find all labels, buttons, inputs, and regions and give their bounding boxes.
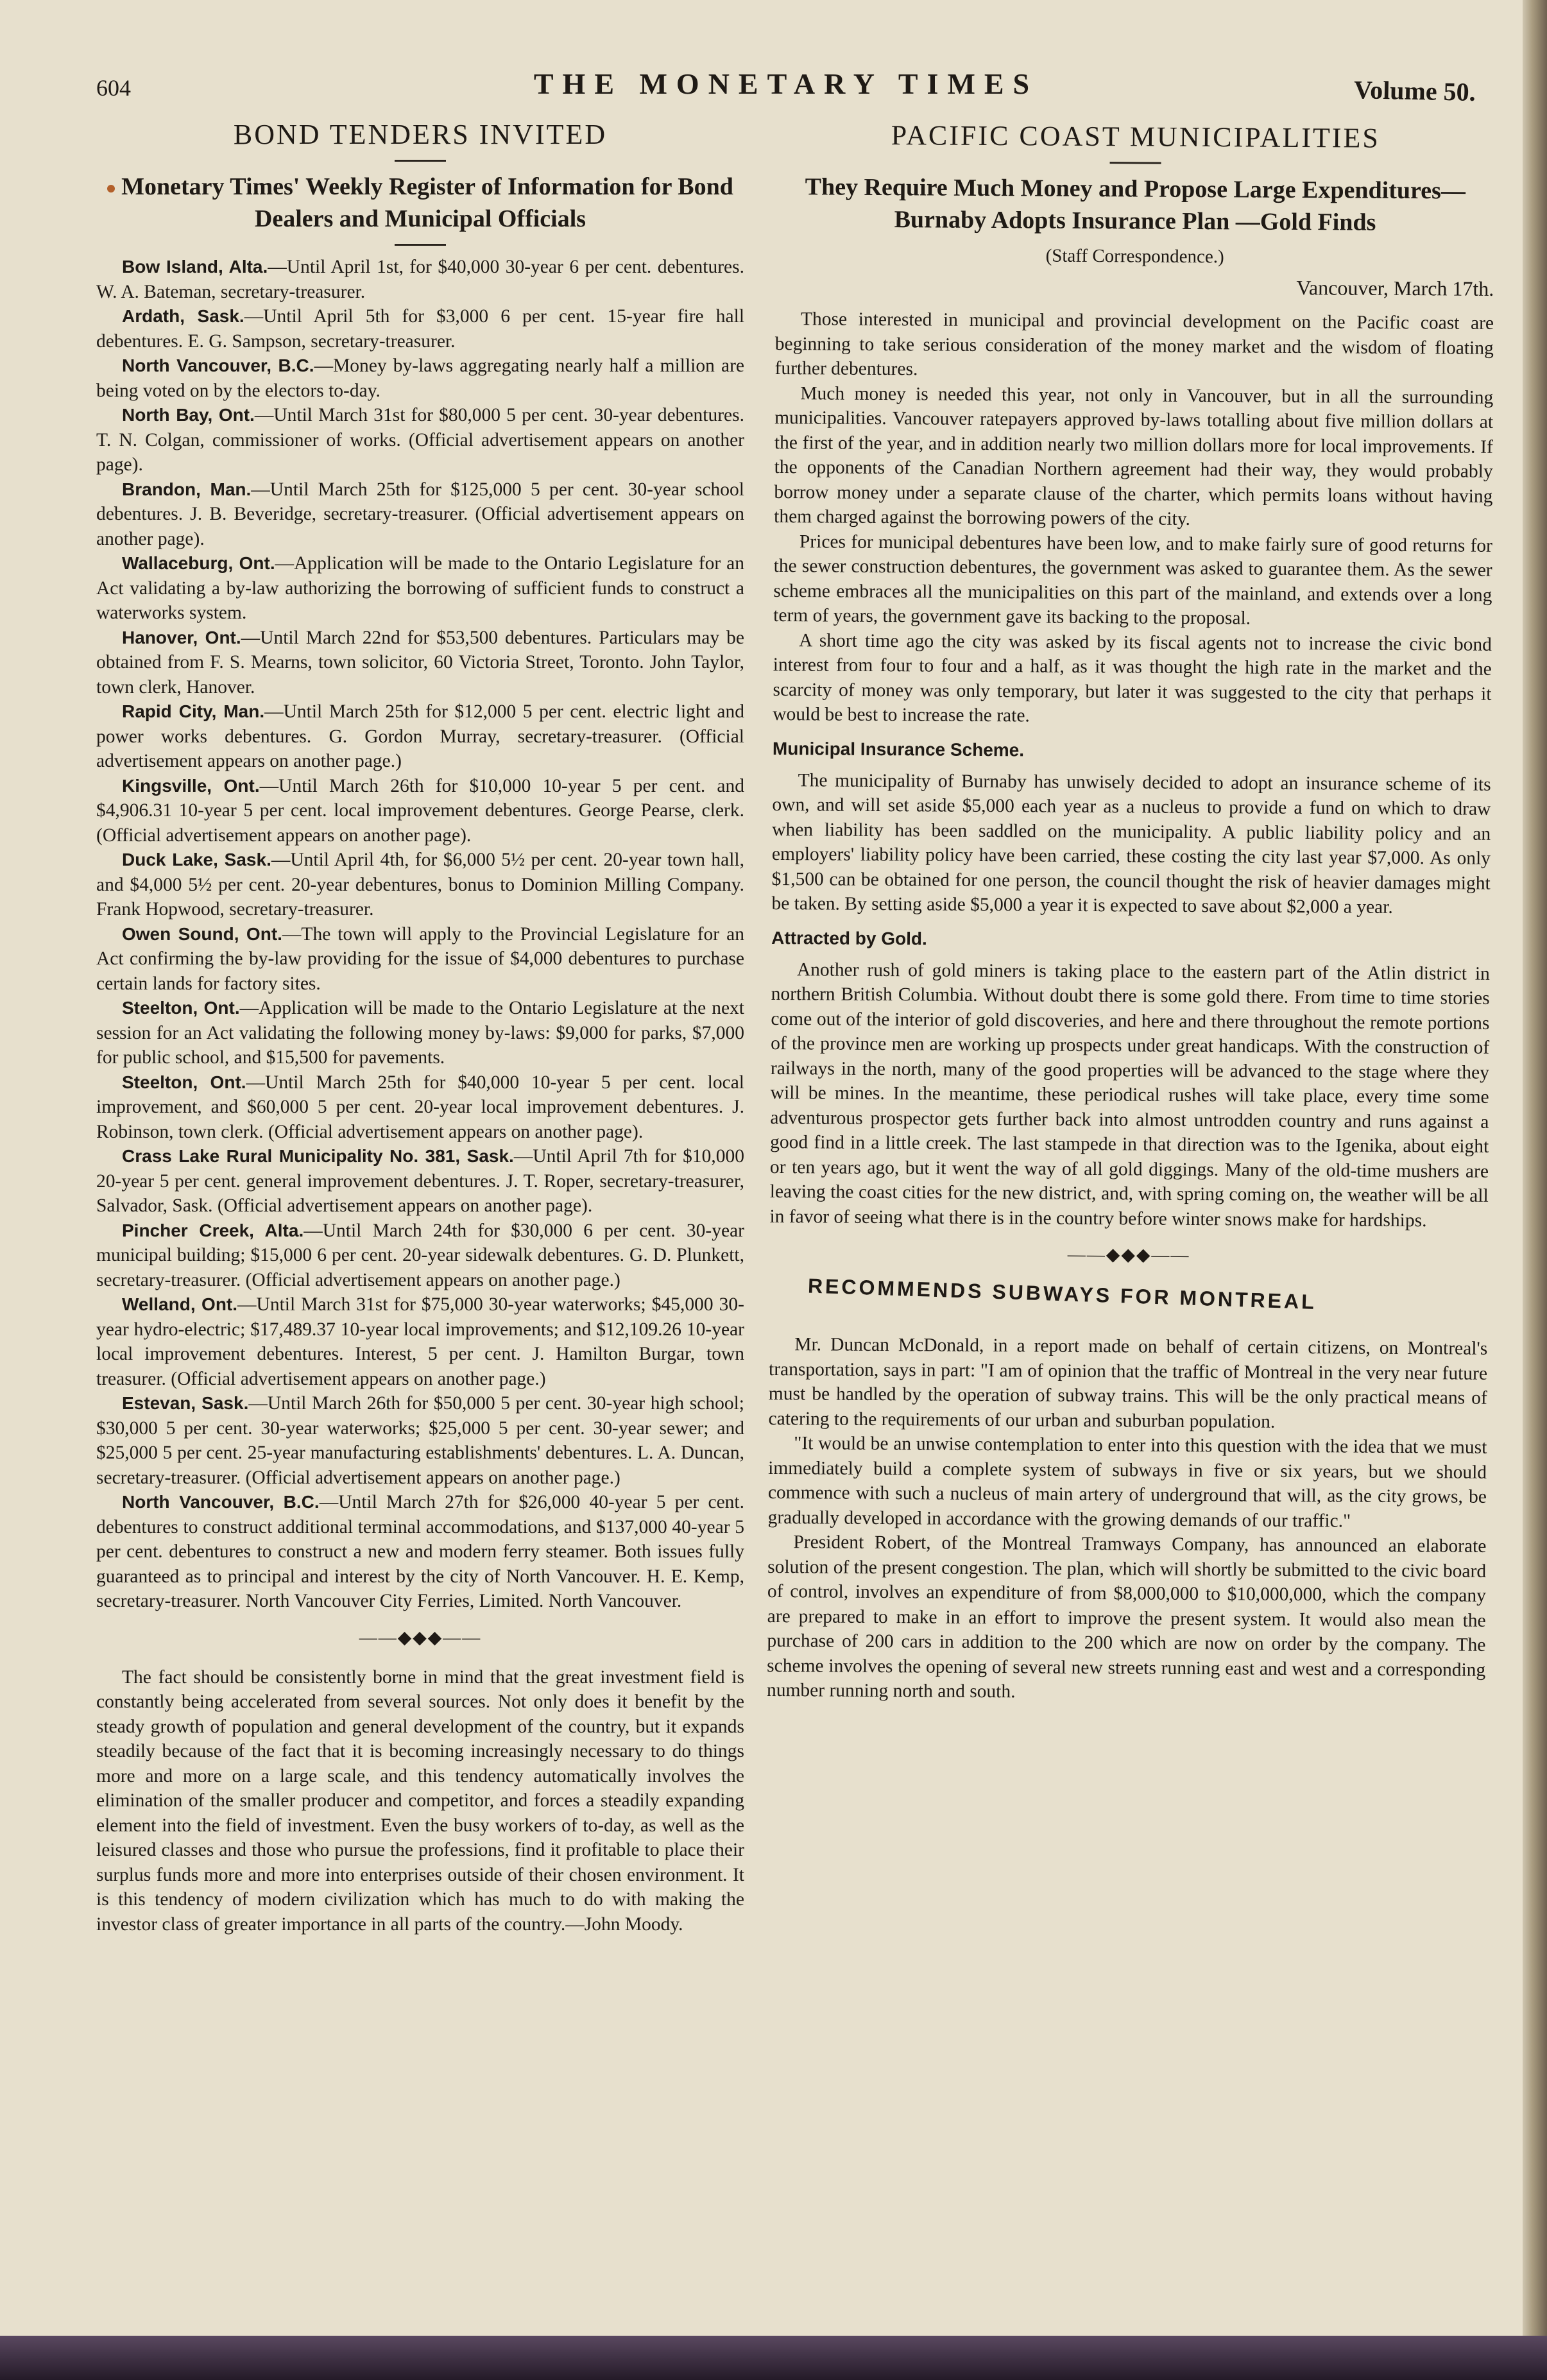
tender-text: —Until April 7th for $10,000 20-year 5 per cent. general improvement debentures. J. T. Roper, secretary-treasurer, Salvador, Sask. (Official advertisement appears on another page). [96,1146,744,1216]
tender-entry [96,774,744,848]
tender-text: —Until March 25th for $12,000 5 per cent. electric light and power works debentures. G. Gordon Murray, secretary-treasurer. (Official advertisement appears on another page.) [96,701,745,771]
ornament-divider: ——◆◆◆—— [1067,1244,1190,1265]
tender-entry [96,1219,744,1293]
tender-place: Crass Lake Rural Municipality No. 381, Sask. [122,1146,514,1166]
article-paragraphs-4 [767,1332,1488,1707]
tender-entry [96,848,744,922]
tender-place: Steelton, Ont. [122,1072,246,1092]
section-title-subways: RECOMMENDS SUBWAYS FOR MONTREAL [807,1274,1317,1314]
page-header [96,67,1476,112]
article-paragraph: Those interested in municipal and provincial development on the Pacific coast are beginning to take serious consideration of the money market and the wisdom of floating further debentures. [774,309,1494,380]
tender-text: —The town will apply to the Provincial Legislature for an Act confirming the by-law providing for the issue of $4,000 debentures to purchase certain lands for factory sites. [96,923,744,994]
tender-text: —Until March 26th for $10,000 10-year 5 per cent. and $4,906.31 10-year 5 per cent. local improvement debentures. George Pearse, clerk. (Official advertisement appears on another page). [96,775,744,846]
book-spine [1523,0,1547,2380]
right-column [767,116,1495,1707]
bullet-icon [107,185,115,193]
tender-entries [96,255,744,1614]
article-paragraph: Prices for municipal debentures have been low, and to make fairly sure of good returns for the sewer construction debentures, the government was asked to guarantee them. As the sewer scheme embraces all the municipalities on this part of the mainland, and extends over a long term of years, the government gave its backing to the proposal. [773,531,1493,629]
staff-correspondence: (Staff Correspondence.) [1045,245,1224,268]
tender-text: —Until April 4th, for $6,000 5½ per cent. 20-year town hall, and $4,000 5½ per cent. 20-year debentures, bonus to Dominion Milling Company. Frank Hopwood, secretary-treasurer. [96,850,744,920]
left-column [96,116,744,1937]
tender-place: Wallaceburg, Ont. [122,553,275,573]
tender-place: North Vancouver, B.C. [122,1492,320,1512]
tender-text: —Application will be made to the Ontario Legislature at the next session for an Act validating the following money by-laws: $9,000 for parks, $7,000 for public school, and $15,500 for pavements. [96,998,745,1068]
tender-entry [96,699,744,774]
volume-label: Volume 50. [1353,75,1476,107]
tender-entry [96,1292,744,1391]
page-bottom-shadow [0,2336,1547,2380]
tender-text: —Until March 27th for $26,000 40-year 5 per cent. debentures to construct additional terminal accommodations, and $137,000 40-year 5 per cent. debentures to construct a new and modern ferry steamer. Both issues fully guaranteed as to principal and interest by the city of North Vancouver. H. E. Kemp, secretary-treasurer. North Vancouver City Ferries, Limited. North Vancouver. [96,1492,744,1611]
tender-text: —Until March 26th for $50,000 5 per cent. 30-year high school; $30,000 5 per cent. 30-year waterworks; $25,000 5 per cent. 30-year sewer; and $25,000 5 per cent. 25-year manufacturing establishments' debentures. L. A. Duncan, secretary-treasurer. (Official advertisement appears on another page.) [96,1393,744,1488]
subtitle-text: Monetary Times' Weekly Register of Information for Bond Dealers and Municipal Officials [121,173,733,232]
tender-entry [96,354,744,403]
masthead: THE MONETARY TIMES [533,67,1039,100]
tender-text: —Until March 31st for $80,000 5 per cent. 30-year debentures. T. N. Colgan, commissioner of works. (Official advertisement appears on another page). [96,405,744,475]
tender-text: —Until March 24th for $30,000 6 per cent. 30-year municipal building; $15,000 6 per cent. 20-year sidewalk debentures. G. D. Plunkett, secretary-treasurer. (Official advertisement appears on another page.) [96,1220,744,1290]
tender-entry [96,1144,744,1219]
article-paragraph: President Robert, of the Montreal Tramways Company, has announced an elaborate solution of the present congestion. The plan, which will shortly be submitted to the civic board of control, involves an expenditure of from $8,000,000 to $10,000,000, which the company are prepared to make in an effort to improve the present system. It would also mean the purchase of 200 cars in addition to the 200 which are now on order by the company. The scheme involves the opening of several new streets running east and west and a corresponding number running north and south. [766,1532,1487,1702]
tender-place: Rapid City, Man. [122,701,265,721]
tender-entry [96,551,744,626]
tender-place: North Vancouver, B.C. [122,355,314,375]
tender-entry [96,922,744,997]
tender-entry [96,255,744,304]
article-paragraph: "It would be an unwise contemplation to enter into this question with the idea that we must immediately build a complete system of subways in five or six years, but we should commence with such a nucleus of main artery of underground that will, as the city grows, be gradually developed in accordance with the growing demands of our traffic." [767,1433,1487,1532]
tender-text: —Until April 1st, for $40,000 30-year 6 per cent. debentures. W. A. Bateman, secretary-treasurer. [96,257,744,302]
article-paragraph: The municipality of Burnaby has unwisely decided to adopt an insurance scheme of its own, and will set aside $5,000 each year as a nucleus to provide a fund on which to draw when liability has been saddled on the municipality. A public liability policy and an employers' liability policy have been carried, these costing the city last year $7,000. As only $1,500 can be obtained for one person, the council thought the risk of heavier damages might be taken. By setting aside $5,000 a year it is expected to save about $2,000 a year. [771,769,1491,918]
tender-entry [96,304,744,354]
subhead-gold: Attracted by Gold. [771,927,927,948]
page-number: 604 [96,75,131,101]
article-paragraph: Mr. Duncan McDonald, in a report made on behalf of certain citizens, on Montreal's transportation, says in part: "I am of opinion that the traffic of Montreal in the very near future must be handled by the operation of subway trains. This will be the only practical means of catering to the requirements of our urban and suburban population. [768,1334,1488,1432]
tender-entry [96,477,744,552]
tender-entry [96,1070,744,1145]
tender-place: North Bay, Ont. [122,405,255,425]
tender-place: Steelton, Ont. [122,998,240,1018]
article-paragraph: A short time ago the city was asked by its fiscal agents not to increase the civic bond interest from four to four and a half, as it was thought the high rate in the market and the scarcity of money was only temporary, but later it was suggested to the city that perhaps it would be best to increase the rate. [773,629,1492,726]
subhead-insurance: Municipal Insurance Scheme. [772,738,1025,760]
tender-place: Welland, Ont. [122,1294,238,1314]
tender-place: Ardath, Sask. [122,306,244,326]
tender-text: —Application will be made to the Ontario Legislature for an Act validating a by-law authorizing the borrowing of sufficient funds to construct a waterworks system. [96,553,744,623]
tender-text: —Money by-laws aggregating nearly half a million are being voted on by the electors to-day. [96,355,744,401]
tender-text: —Until March 31st for $75,000 30-year waterworks; $45,000 30-year hydro-electric; $17,489.37 10-year local improvements; and $12,109.26 10-year local improvement debentures. Interest, 5 per cent. J. Hamilton Burgar, town treasurer. (Official advertisement appears on another page.) [96,1294,744,1389]
tender-place: Owen Sound, Ont. [122,923,282,944]
tender-entry [96,1490,744,1614]
ornament-divider: ——◆◆◆—— [359,1627,482,1648]
tender-place: Kingsville, Ont. [122,775,260,796]
tender-text: —Until April 5th for $3,000 6 per cent. 15-year fire hall debentures. E. G. Sampson, secretary-treasurer. [96,306,745,352]
tender-place: Estevan, Sask. [122,1393,249,1413]
dateline: Vancouver, March 17th. [1296,275,1494,300]
tender-entry [96,403,744,477]
article-paragraphs-1 [773,307,1494,731]
article-paragraphs-2 [771,767,1491,920]
section-subtitle-bond-tenders [96,171,744,235]
tender-place: Duck Lake, Sask. [122,850,271,869]
article-paragraph: Much money is needed this year, not only in Vancouver, but in all the surrounding municipalities. Vancouver ratepayers approved by-laws totalling about five million dollars at the first of the year, and in addition nearly two million dollars more for local improvements. If the opponents of the Canadian Northern agreement had their way, they would probably borrow money under a separate clause of the charter, which permits loans without having them charged against the borrowing powers of the city. [774,382,1494,529]
tender-text: —Until March 22nd for $53,500 debentures. Particulars may be obtained from F. S. Mearns, town solicitor, 60 Victoria Street, Toronto. John Taylor, town clerk, Hanover. [96,627,744,698]
section-title-bond-tenders: BOND TENDERS INVITED [233,119,608,150]
section-subtitle-pacific: They Require Much Money and Propose Large Expenditures—Burnaby Adopts Insurance Plan —Gold Finds [805,173,1466,236]
closing-paragraph: The fact should be consistently borne in mind that the great investment field is constantly being accelerated from several sources. Not only does it benefit by the steady growth of population and general development of the country, but it expands steadily because of the fact that it is becoming increasingly necessary to do things more and more on a large scale, and this tendency automatically involves the elimination of the smaller producer and competitor, and forces a steadily expanding element into the field of investment. Even the busy workers of to-day, as well as the leisured classes and those who pursue the professions, find it profitable to place their surplus funds more and more into enterprises outside of their chosen environment. It is this tendency of modern civilization which has much to do with making the investor class of greater importance in all parts of the country.—John Moody. [96,1666,744,1935]
tender-entry [96,1391,744,1490]
divider-rule [395,160,446,162]
divider-rule [1110,162,1161,164]
tender-place: Bow Island, Alta. [122,257,268,277]
article-paragraph: Another rush of gold miners is taking place to the eastern part of the Atlin district in northern British Columbia. Without doubt there is some gold there. From time to time stories come out of the interior of gold discoveries, and here and there throughout the remote portions of the province men are working up prospects under great handicaps. With the construction of railways in the north, many of the good properties will be advanced to the stage where they will be mines. In the meantime, these periodical rushes will take place, every time some adventurous prospector gets further back into almost untrodden country and runs against a good find in a little creek. The last stampede in that direction was to the Igenika, about eight or ten years ago, but it went the way of all gold diggings. Many of the old-time mushers are leaving the coast cities for the new district, and, with spring coming on, the weather will be all in favor of seeing what there is in the country before winter snows make for hardships. [769,959,1490,1231]
tender-place: Pincher Creek, Alta. [122,1220,304,1240]
divider-rule [395,244,446,246]
tender-place: Brandon, Man. [122,479,252,499]
section-title-pacific: PACIFIC COAST MUNICIPALITIES [891,119,1380,154]
tender-place: Hanover, Ont. [122,627,241,647]
tender-text: —Until March 25th for $40,000 10-year 5 per cent. local improvement, and $60,000 5 per cent. 20-year local improvement debentures. J. Robinson, town clerk. (Official advertisement appears on another page). [96,1072,744,1142]
tender-text: —Until March 25th for $125,000 5 per cent. 30-year school debentures. J. B. Beveridge, secretary-treasurer. (Official advertisement appears on another page). [96,479,744,549]
tender-entry [96,626,744,700]
tender-entry [96,996,744,1070]
article-paragraphs-3 [769,957,1490,1233]
